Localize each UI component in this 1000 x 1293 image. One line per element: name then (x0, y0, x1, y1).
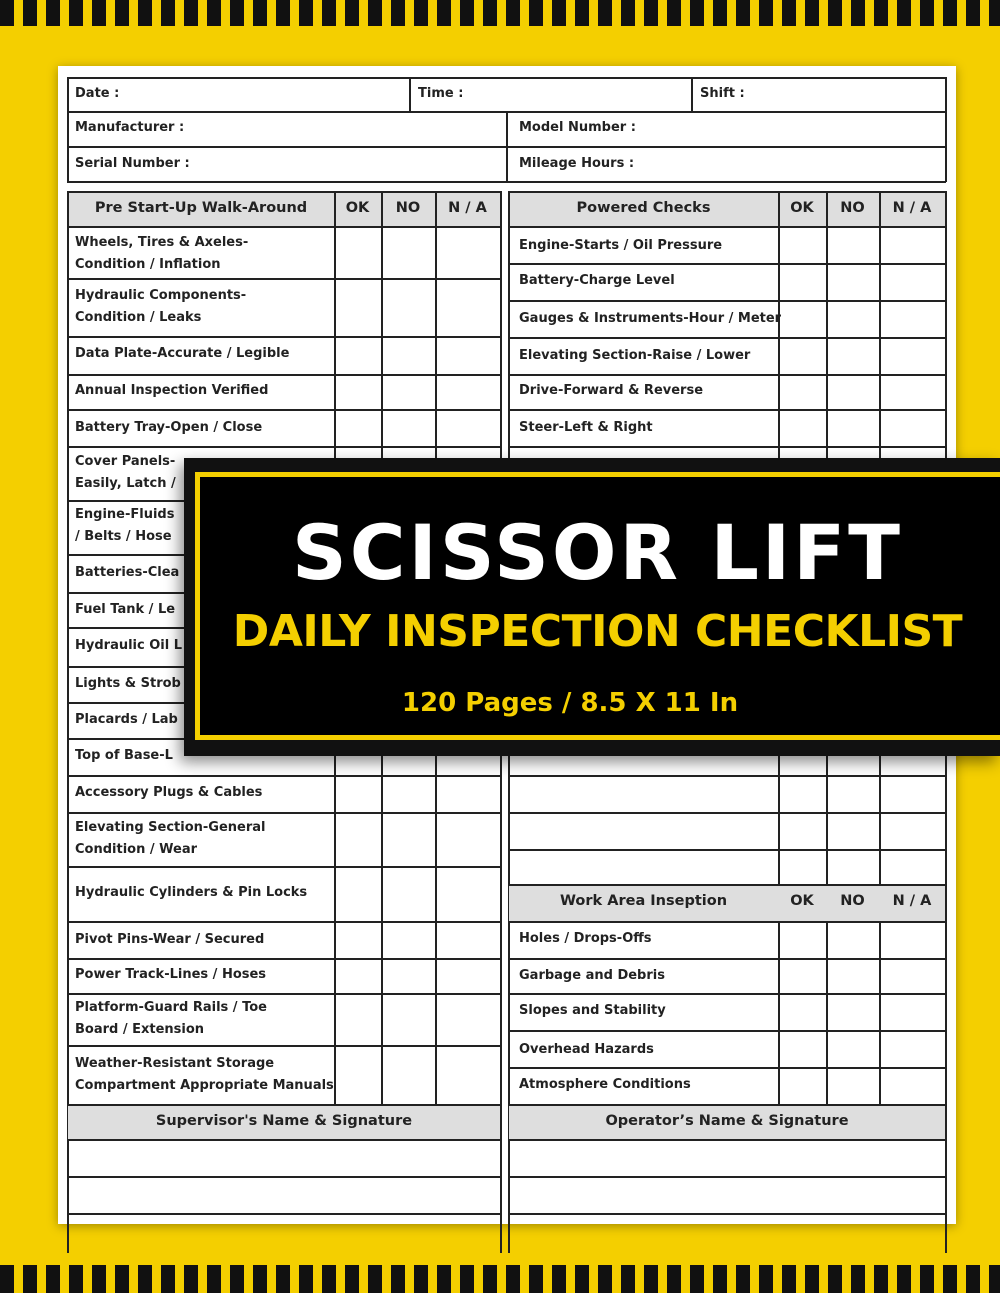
mileage-hours-label: Mileage Hours : (519, 156, 635, 171)
left-item: Compartment Appropriate Manuals (75, 1078, 334, 1093)
left-item: Platform-Guard Rails / Toe (75, 1000, 267, 1015)
left-item: Pivot Pins-Wear / Secured (75, 932, 265, 947)
left-item: Easily, Latch / (75, 476, 176, 491)
time-label: Time : (418, 86, 464, 101)
left-ok-header: OK (345, 200, 370, 216)
left-item: Lights & Strob (75, 676, 181, 691)
right-item: Gauges & Instruments-Hour / Meter (519, 311, 782, 326)
right-no-header: NO (840, 200, 865, 216)
left-item: Cover Panels- (75, 454, 176, 469)
left-item: Fuel Tank / Le (75, 602, 176, 617)
left-item: / Belts / Hose (75, 529, 172, 544)
left-item: Board / Extension (75, 1022, 205, 1037)
left-item: Annual Inspection Verified (75, 383, 269, 398)
work-item: Overhead Hazards (519, 1042, 654, 1057)
model-number-label: Model Number : (519, 120, 636, 135)
right-na-header: N / A (892, 200, 932, 216)
left-item: Data Plate-Accurate / Legible (75, 346, 290, 361)
book-title: SCISSOR LIFT (292, 508, 903, 597)
left-item: Engine-Fluids (75, 507, 175, 522)
left-item: Wheels, Tires & Axeles- (75, 235, 249, 250)
work-area-header: Work Area Inseption (559, 893, 728, 909)
shift-label: Shift : (700, 86, 745, 101)
top-hazard-stripes (0, 0, 1000, 26)
right-item: Engine-Starts / Oil Pressure (519, 238, 723, 253)
date-label: Date : (75, 86, 120, 101)
work-item: Garbage and Debris (519, 968, 665, 983)
work-item: Atmosphere Conditions (519, 1077, 691, 1092)
left-item: Hydraulic Cylinders & Pin Locks (75, 885, 308, 900)
left-item: Condition / Leaks (75, 310, 202, 325)
left-item: Accessory Plugs & Cables (75, 785, 263, 800)
book-page-info: 120 Pages / 8.5 X 11 In (401, 688, 739, 718)
left-item: Weather-Resistant Storage (75, 1056, 275, 1071)
supervisor-signature-header: Supervisor's Name & Signature (155, 1113, 413, 1129)
manufacturer-label: Manufacturer : (75, 120, 185, 135)
left-item: Hydraulic Oil L (75, 638, 183, 653)
left-item: Elevating Section-General (75, 820, 266, 835)
serial-number-label: Serial Number : (75, 156, 190, 171)
left-item: Battery Tray-Open / Close (75, 420, 263, 435)
powered-checks-header: Powered Checks (576, 200, 711, 216)
book-subtitle: DAILY INSPECTION CHECKLIST (232, 606, 963, 657)
left-item: Placards / Lab (75, 712, 178, 727)
right-item: Steer-Left & Right (519, 420, 653, 435)
right-ok-header: OK (790, 200, 814, 216)
work-na-header: N / A (892, 893, 932, 909)
work-item: Slopes and Stability (519, 1003, 666, 1018)
right-item: Elevating Section-Raise / Lower (519, 348, 751, 363)
right-item: Battery-Charge Level (519, 273, 675, 288)
work-item: Holes / Drops-Offs (519, 931, 652, 946)
left-item: Condition / Inflation (75, 257, 221, 272)
work-ok-header: OK (790, 893, 814, 909)
left-no-header: NO (395, 200, 421, 216)
right-item: Drive-Forward & Reverse (519, 383, 704, 398)
left-item: Batteries-Clea (75, 565, 180, 580)
work-no-header: NO (840, 893, 865, 909)
bottom-hazard-stripes (0, 1265, 1000, 1293)
operator-signature-header: Operator’s Name & Signature (605, 1113, 849, 1129)
left-na-header: N / A (448, 200, 487, 216)
left-item: Hydraulic Components- (75, 288, 247, 303)
walk-around-header: Pre Start-Up Walk-Around (94, 200, 308, 216)
left-item: Top of Base-L (75, 748, 173, 763)
left-item: Power Track-Lines / Hoses (75, 967, 267, 982)
left-item: Condition / Wear (75, 842, 198, 857)
